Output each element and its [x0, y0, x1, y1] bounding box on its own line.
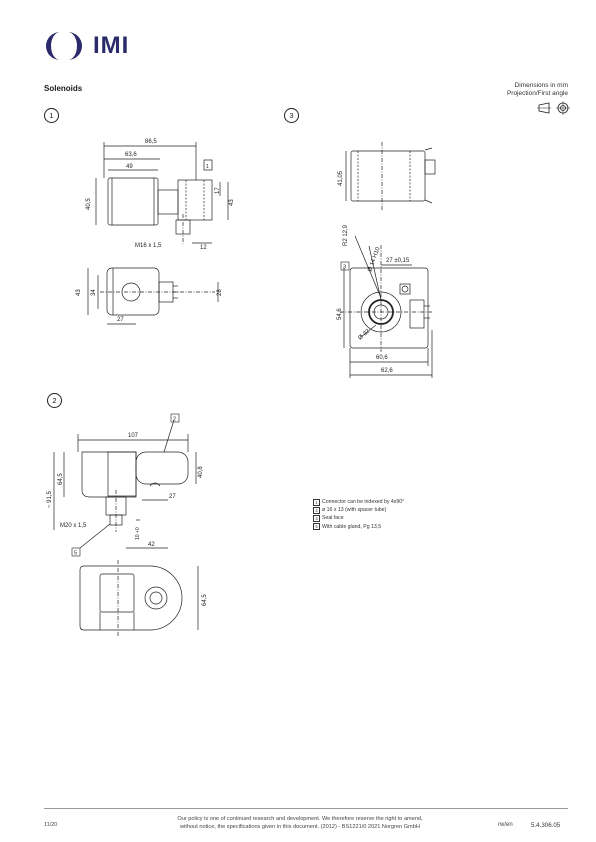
brand-wordmark: IMI	[93, 32, 130, 59]
callout-tag: 5	[74, 550, 78, 557]
dim-label: 64,5	[202, 594, 208, 606]
note-item	[313, 506, 404, 514]
dim-label: ~ 91,5	[47, 491, 53, 508]
callout-tag: 2	[173, 416, 177, 423]
dim-label: 63,6	[125, 152, 137, 158]
note-item	[313, 498, 404, 506]
section-title: Solenoids	[44, 84, 83, 93]
document-number: 5.4.306.05	[531, 822, 561, 829]
dim-label: 12	[200, 245, 207, 251]
footer-disclaimer	[150, 816, 450, 831]
page-number: 11/20	[44, 822, 58, 828]
dim-label: M16 x 1,5	[135, 243, 162, 249]
drawing-2-bottom-view	[80, 560, 198, 636]
dim-label: 60,6	[376, 355, 388, 361]
notes-legend	[313, 498, 404, 531]
dim-label: M20 x 1,5	[60, 523, 87, 529]
dim-label: 41,05	[338, 170, 344, 186]
dim-label: R2 12,9	[343, 224, 349, 246]
dim-label: 107	[128, 433, 139, 439]
disclaimer-line-1: Our policy is one of continued research and development. We therefore reserve the right to amend,	[177, 816, 423, 822]
disclaimer-line-2: without notice, the specifications given in this document. (2012) - BS1221/0 2021 Norgren GmbH	[180, 823, 420, 830]
drawing-1-side-view	[96, 142, 228, 244]
dim-label: 54,6	[337, 308, 343, 320]
dim-label: Ø 32	[357, 328, 372, 342]
dim-label: 43	[229, 199, 235, 206]
section-number-2: 2	[47, 393, 62, 408]
note-item	[313, 514, 404, 522]
dim-label: 34	[91, 289, 97, 296]
section-number-3: 3	[284, 108, 299, 123]
note-number: 1	[313, 499, 320, 506]
language-code: rw/en	[498, 822, 513, 828]
dim-label: Ø 14 H10	[367, 246, 382, 273]
dim-label: 42	[148, 542, 155, 548]
drawing-1-top-view	[88, 268, 218, 324]
section-number-1: 1	[44, 108, 59, 123]
dim-label: 86,5	[145, 139, 157, 145]
dim-label: 27 ±0,15	[386, 258, 410, 264]
note-item	[313, 523, 404, 531]
dim-label: 28	[217, 289, 223, 296]
drawing-3-side-view	[346, 142, 435, 210]
dim-label: 40,8	[198, 466, 204, 478]
projection-type: Projection/First angle	[506, 90, 568, 97]
callout-tag: 3	[343, 264, 347, 271]
note-text: With cable gland, Pg 13,5	[322, 523, 382, 530]
dimensions-unit: Dimensions in mm	[514, 82, 568, 89]
dim-label: 64,5	[58, 473, 64, 485]
note-text: Connector can be indexed by 4x90°	[322, 499, 405, 505]
dim-label: 27	[169, 494, 176, 500]
dim-label: 17	[215, 187, 221, 194]
dim-label: 62,6	[381, 368, 393, 374]
note-number: 2	[313, 507, 320, 514]
footer-divider	[44, 808, 568, 809]
note-number: 3	[313, 515, 320, 522]
note-text: Seal face	[322, 515, 344, 522]
callout-tag: 1	[206, 164, 209, 170]
dim-label: 27	[117, 317, 124, 323]
dim-label: 40,5	[86, 198, 92, 210]
dim-label: 10 +0	[135, 527, 141, 540]
dim-label: 43	[76, 289, 82, 296]
note-text: ø 16 x 13 (with spacer tube)	[322, 507, 387, 514]
dim-label: 49	[126, 164, 133, 170]
note-number: 5	[313, 523, 320, 530]
